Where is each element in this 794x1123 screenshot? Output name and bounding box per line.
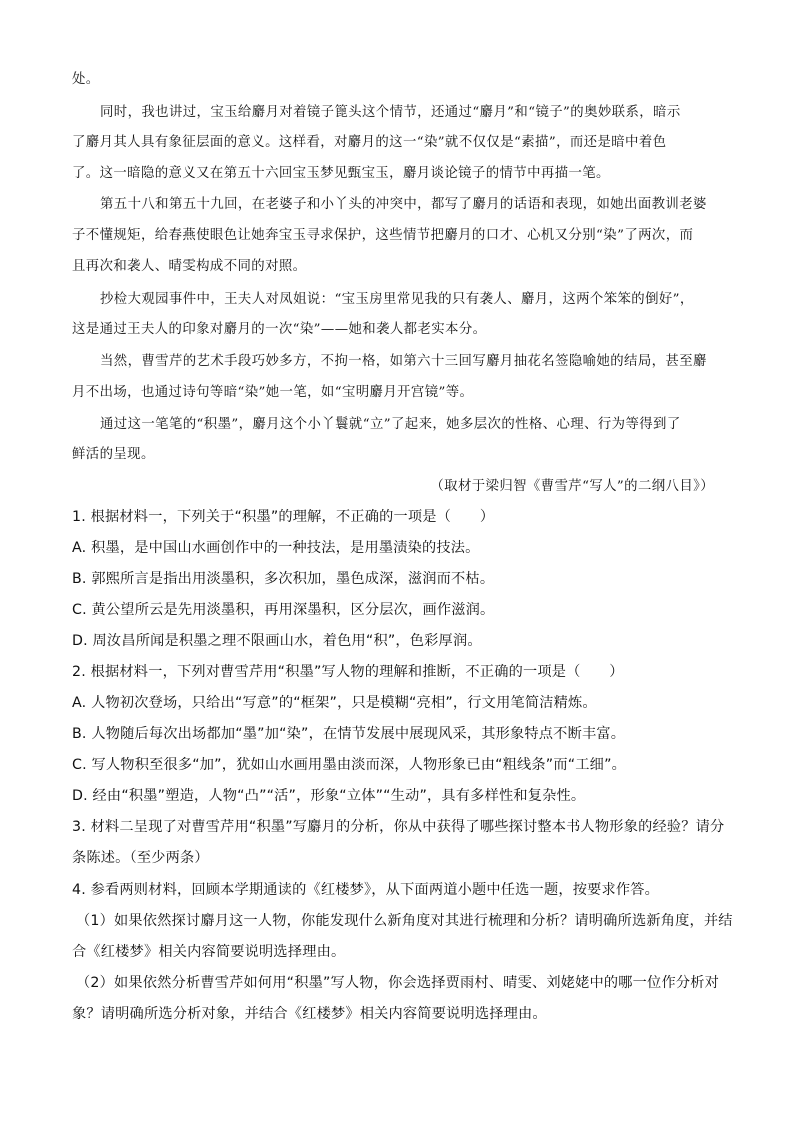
- question-1-stem: 1. 根据材料一，下列关于“积墨”的理解，不正确的一项是（ ）: [72, 509, 495, 525]
- material-paragraph-5-line-2: 鲜活的呈现。: [72, 447, 155, 462]
- question-4-sub-2-line-1: （2）如果依然分析曹雪芹如何用“积墨”写人物，你会选择贾雨村、晴雯、刘姥姥中的哪一位作分析对: [76, 975, 719, 991]
- question-2-stem: 2. 根据材料一，下列对曹雪芹用“积墨”写人物的理解和推断，不正确的一项是（ ）: [72, 664, 624, 680]
- question-1-option-d: D. 周汝昌所闻是积墨之理不限画山水，着色用“积”，色彩厚润。: [72, 633, 482, 649]
- question-4-sub-1-line-1: （1）如果依然探讨麝月这一人物，你能发现什么新角度对其进行梳理和分析？请明确所选新角度，并结: [76, 913, 733, 929]
- material-paragraph-3-line-1: 抄检大观园事件中，王夫人对凤姐说：“宝玉房里常见我的只有袭人、麝月，这两个笨笨的倒好”，: [100, 292, 694, 307]
- question-2-option-a: A. 人物初次登场，只给出“写意”的“框架”，只是模糊“亮相”，行文用笔简洁精炼。: [72, 695, 597, 711]
- material-paragraph-4-line-1: 当然，曹雪芹的艺术手段巧妙多方，不拘一格，如第六十三回写麝月抽花名签隐喻她的结局，甚至麝: [100, 354, 707, 369]
- material-paragraph-2-line-3: 且再次和袭人、晴雯构成不同的对照。: [72, 259, 307, 274]
- material-line-1: 处。: [72, 72, 100, 87]
- material-paragraph-5-line-1: 通过这一笔笔的“积墨”，麝月这个小丫鬟就“立”了起来，她多层次的性格、心理、行为等得到了: [100, 417, 681, 432]
- material-paragraph-4-line-2: 月不出场，也通过诗句等暗“染”她一笔，如“宝明麝月开宫镜”等。: [72, 385, 474, 400]
- question-4-sub-1-line-2: 合《红楼梦》相关内容简要说明选择理由。: [72, 944, 346, 960]
- question-3-line-1: 3. 材料二呈现了对曹雪芹用“积墨”写麝月的分析，你从中获得了哪些探讨整本书人物形象的经验？请分: [72, 819, 725, 835]
- question-2-option-d: D. 经由“积墨”塑造，人物“凸”“活”，形象“立体”“生动”，具有多样性和复杂性。: [72, 788, 586, 804]
- question-2-option-b: B. 人物随后每次出场都加“墨”加“染”，在情节发展中展现风采，其形象特点不断丰富。: [72, 726, 626, 742]
- material-paragraph-3-line-2: 这是通过王夫人的印象对麝月的一次“染”——她和袭人都老实本分。: [72, 322, 487, 337]
- question-1-option-b: B. 郭熙所言是指出用淡墨积，多次积加，墨色成深，滋润而不枯。: [72, 571, 495, 587]
- question-2-option-c: C. 写人物积至很多“加”，犹如山水画用墨由淡而深，人物形象已由“粗线条”而“工细”。: [72, 757, 627, 773]
- question-4-stem: 4. 参看两则材料，回顾本学期通读的《红楼梦》，从下面两道小题中任选一题，按要求作答。: [72, 882, 660, 898]
- question-4-sub-2-line-2: 象？请明确所选分析对象，并结合《红楼梦》相关内容简要说明选择理由。: [72, 1006, 547, 1022]
- material-source: （取材于梁归智《曹雪芹“写人”的二纲八目》）: [430, 479, 714, 494]
- question-1-option-c: C. 黄公望所云是先用淡墨积，再用深墨积，区分层次，画作滋润。: [72, 602, 495, 618]
- material-paragraph-2-line-2: 子不懂规矩，给春燕使眼色让她奔宝玉寻求保护，这些情节把麝月的口才、心机又分别“染”了两次，而: [72, 228, 694, 243]
- material-paragraph-2-line-1: 第五十八和第五十九回，在老婆子和小丫头的冲突中，都写了麝月的话语和表现，如她出面教训老婆: [100, 197, 707, 212]
- question-3-line-2: 条陈述。（至少两条）: [72, 850, 209, 866]
- material-paragraph-1-line-2: 了麝月其人具有象征层面的意义。这样看，对麝月的这一“染”就不仅仅是“素描”，而还是暗中着色: [72, 135, 667, 150]
- material-paragraph-1-line-3: 了。这一暗隐的意义又在第五十六回宝玉梦见甄宝玉，麝月谈论镜子的情节中再描一笔。: [72, 166, 610, 181]
- question-1-option-a: A. 积墨，是中国山水画创作中的一种技法，是用墨渍染的技法。: [72, 540, 480, 556]
- material-paragraph-1-line-1: 同时，我也讲过，宝玉给麝月对着镜子篦头这个情节，还通过“麝月”和“镜子”的奥妙联系，暗示: [100, 105, 681, 120]
